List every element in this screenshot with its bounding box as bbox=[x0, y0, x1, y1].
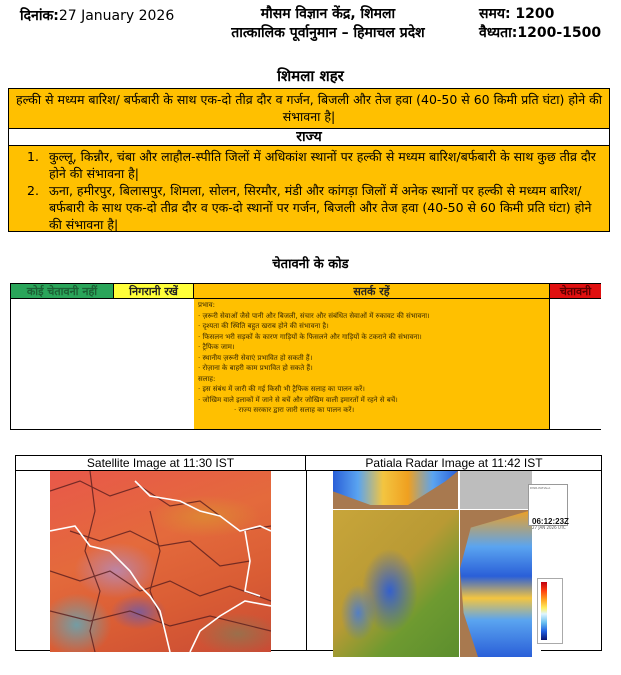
impact-item: · फिसलन भरी सड़कों के कारण गाड़ियों के फिसलने और गाड़ियों के टकराने की संभावना। bbox=[198, 332, 545, 343]
date-value: 27 January 2026 bbox=[58, 8, 175, 24]
nowcast-title: तात्कालिक पूर्वानुमान – हिमाचल प्रदेश bbox=[231, 25, 425, 41]
code-warning: चेतावनी bbox=[549, 284, 601, 299]
code-alert: सतर्क रहें bbox=[194, 284, 549, 299]
office-title bbox=[188, 5, 468, 43]
warning-codes-table bbox=[10, 283, 601, 430]
advice-item: · इस संबंध में जारी की गई किसी भी ट्रैफिक सलाह का पालन करें। bbox=[198, 384, 545, 395]
impact-item: · रोज़ाना के बाहरी काम प्रभावित हो सकते हैं। bbox=[198, 363, 545, 374]
issue-time: समय: 1200 bbox=[479, 6, 555, 22]
radar-time: 06:12:23Z bbox=[532, 517, 569, 526]
code-no-warning: कोई चेतावनी नहीं bbox=[11, 284, 114, 299]
impact-item: · ट्रैफिक जाम। bbox=[198, 342, 545, 353]
satellite-boundaries bbox=[50, 471, 271, 652]
item-text: ऊना, हमीरपुर, बिलासपुर, शिमला, सोलन, सिरमौर, मंडी और कांगड़ा जिलों में अनेक स्थानों पर हल्की से मध्यम बारिश/बर्फबारी के साथ एक-दो तीव्र दौर व एक-दो स्थानों पर गर्जन, बिजली और तेज हवा (40-50 से 60 किमी प्रति घंटा) होने की संभावना है| bbox=[49, 183, 592, 232]
code-watch: निगरानी रखें bbox=[114, 284, 194, 299]
radar-map bbox=[333, 510, 459, 657]
item-text: कुल्लू, किन्नौर, चंबा और लाहौल-स्पीति जिलों में अधिकांश स्थानों पर हल्की से मध्यम बारिश/बर्फबारी के साथ कुछ तीव्र दौर होने की संभावना है| bbox=[49, 149, 596, 181]
satellite-caption: Satellite Image at 11:30 IST bbox=[16, 456, 306, 471]
no-warning-cell bbox=[11, 299, 115, 429]
date bbox=[20, 6, 174, 25]
radar-scale-bar bbox=[541, 582, 547, 640]
city-forecast: हल्की से मध्यम बारिश/ बर्फबारी के साथ एक-दो तीव्र दौर व गर्जन, बिजली और तेज हवा (40-50 से 60 किमी प्रति घंटा) होने की संभावना है| bbox=[8, 88, 610, 129]
office-name: मौसम विज्ञान केंद्र, शिमला bbox=[260, 6, 396, 22]
watch-cell bbox=[114, 299, 195, 429]
state-item bbox=[27, 182, 601, 233]
impact-item: · दृश्यता की स्थिति बहुत खराब होने की संभावना है। bbox=[198, 321, 545, 332]
radar-date: 27 JAN 2026 UTC bbox=[532, 525, 566, 530]
warning-codes-title: चेतावनी के कोड bbox=[272, 257, 349, 272]
advice-label: सलाह: bbox=[198, 374, 216, 383]
validity: वैध्यता:1200-1500 bbox=[479, 25, 602, 41]
state-title: राज्य bbox=[8, 128, 610, 146]
alert-cell bbox=[194, 299, 549, 429]
warning-cell bbox=[549, 299, 602, 429]
radar-caption: Patiala Radar Image at 11:42 IST bbox=[306, 456, 602, 471]
item-number: 2. bbox=[27, 183, 39, 198]
radar-image bbox=[333, 471, 541, 657]
radar-color-scale bbox=[537, 578, 563, 644]
satellite-image bbox=[50, 471, 271, 652]
state-forecast bbox=[8, 145, 610, 232]
impact-label: प्रभाव: bbox=[198, 301, 215, 309]
advice-item: · जोखिम वाले इलाकों में जाने से बचें और जोखिम वाली इमारतों में रहने से बचें। bbox=[198, 395, 545, 406]
impact-item: · ज़रूरी सेवाओं जैसे पानी और बिजली, संचार और संबंधित सेवाओं में रुकावट की संभावना। bbox=[198, 311, 545, 322]
date-label: दिनांक: bbox=[20, 8, 59, 24]
radar-station: DWR-PATIALA bbox=[530, 486, 551, 490]
item-number: 1. bbox=[27, 149, 39, 164]
column-divider bbox=[306, 471, 307, 650]
advice-item: · राज्य सरकार द्वारा जारी सलाह का पालन करें। bbox=[198, 405, 545, 416]
state-item bbox=[27, 148, 601, 182]
radar-height-panel bbox=[460, 471, 532, 509]
impact-item: · स्थानीय ज़रूरी सेवाएं प्रभावित हो सकती हैं। bbox=[198, 353, 545, 364]
time-info bbox=[479, 5, 601, 43]
city-title: शिमला शहर bbox=[277, 67, 344, 85]
